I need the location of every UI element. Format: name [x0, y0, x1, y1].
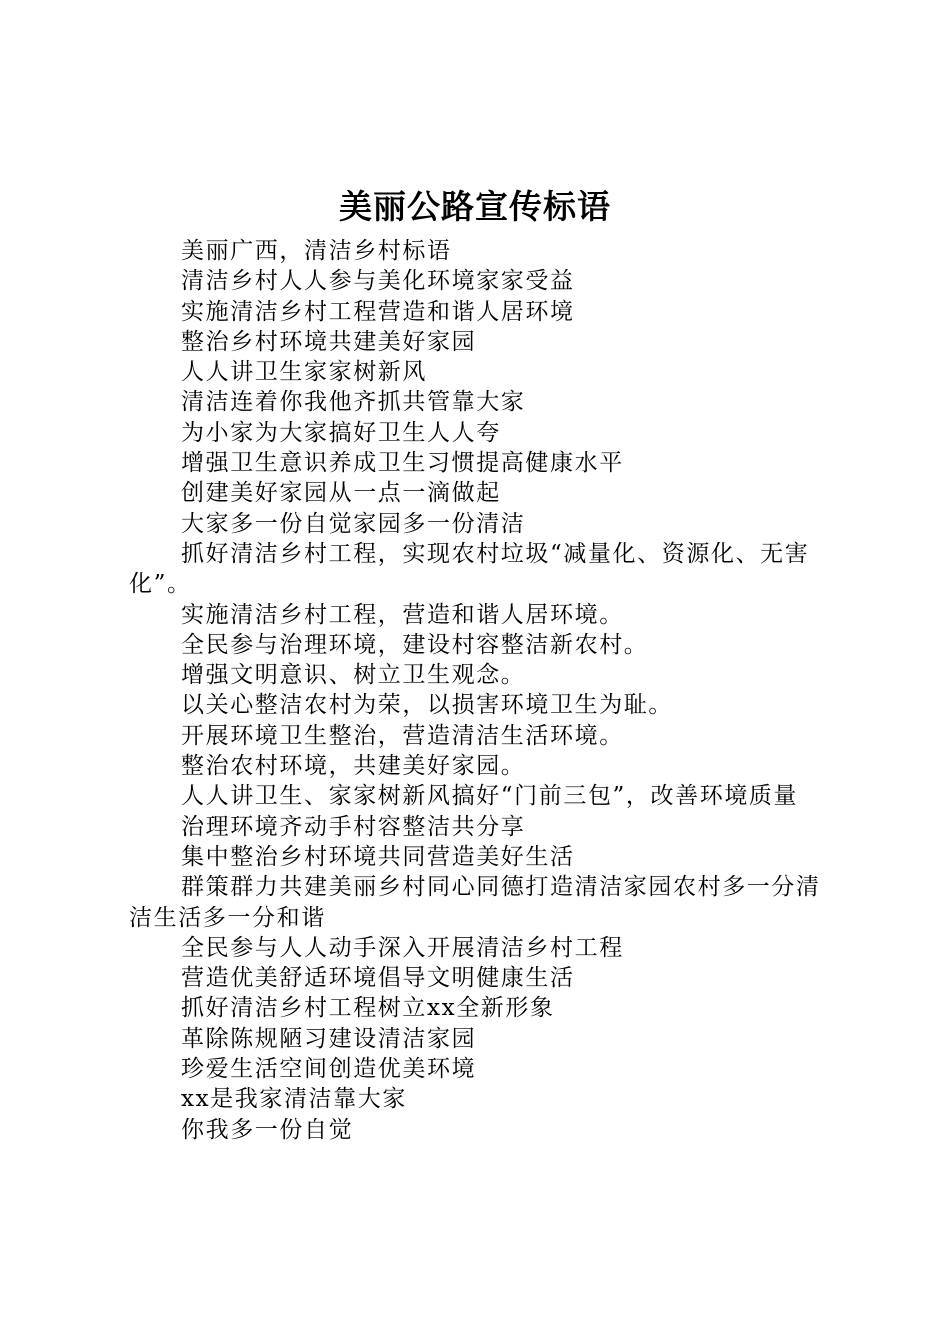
- text-line: 人人讲卫生、家家树新风搞好“门前三包”，改善环境质量: [181, 783, 799, 810]
- text-line: 美丽广西，清洁乡村标语: [181, 238, 452, 264]
- text-line: 革除陈规陋习建设清洁家园: [181, 1025, 477, 1052]
- text-line: 增强卫生意识养成卫生习惯提高健康水平: [181, 450, 624, 477]
- text-line: 抓好清洁乡村工程树立xx全新形象: [181, 995, 555, 1022]
- text-line: 治理环境齐动手村容整洁共分享: [181, 813, 526, 840]
- text-line: 你我多一份自觉: [181, 1116, 354, 1143]
- text-line: 大家多一份自觉家园多一份清洁: [181, 510, 526, 537]
- text-line: 实施清洁乡村工程营造和谐人居环境: [181, 298, 575, 325]
- text-line: 为小家为大家搞好卫生人人夸: [181, 419, 501, 446]
- text-line: 实施清洁乡村工程，营造和谐人居环境。: [181, 601, 624, 628]
- text-line: 人人讲卫生家家树新风: [181, 359, 427, 386]
- text-line: 全民参与治理环境，建设村容整洁新农村。: [181, 631, 649, 658]
- text-line: 以关心整洁农村为荣，以损害环境卫生为耻。: [181, 692, 673, 719]
- text-line: 集中整治乡村环境共同营造美好生活: [181, 843, 575, 870]
- text-line: 增强文明意识、树立卫生观念。: [181, 662, 526, 689]
- document-title: 美丽公路宣传标语: [339, 187, 611, 226]
- text-line: 开展环境卫生整治，营造清洁生活环境。: [181, 722, 624, 749]
- text-line: 营造优美舒适环境倡导文明健康生活: [181, 965, 575, 992]
- text-line: 群策群力共建美丽乡村同心同德打造清洁家园农村多一分清洁生活多一分和谐: [129, 874, 821, 931]
- text-line: 整治乡村环境共建美好家园: [181, 328, 477, 355]
- text-line: 抓好清洁乡村工程，实现农村垃圾“减量化、资源化、无害化”。: [129, 540, 810, 598]
- text-line: 清洁连着你我他齐抓共管靠大家: [181, 389, 526, 416]
- document-body: [129, 236, 833, 1145]
- text-line: 创建美好家园从一点一滴做起: [181, 480, 501, 507]
- text-line: 整治农村环境，共建美好家园。: [181, 753, 526, 780]
- text-line: 清洁乡村人人参与美化环境家家受益: [181, 268, 575, 295]
- text-line: xx是我家清洁靠大家: [181, 1086, 407, 1113]
- text-line: 全民参与人人动手深入开展清洁乡村工程: [181, 934, 624, 961]
- text-line: 珍爱生活空间创造优美环境: [181, 1056, 477, 1083]
